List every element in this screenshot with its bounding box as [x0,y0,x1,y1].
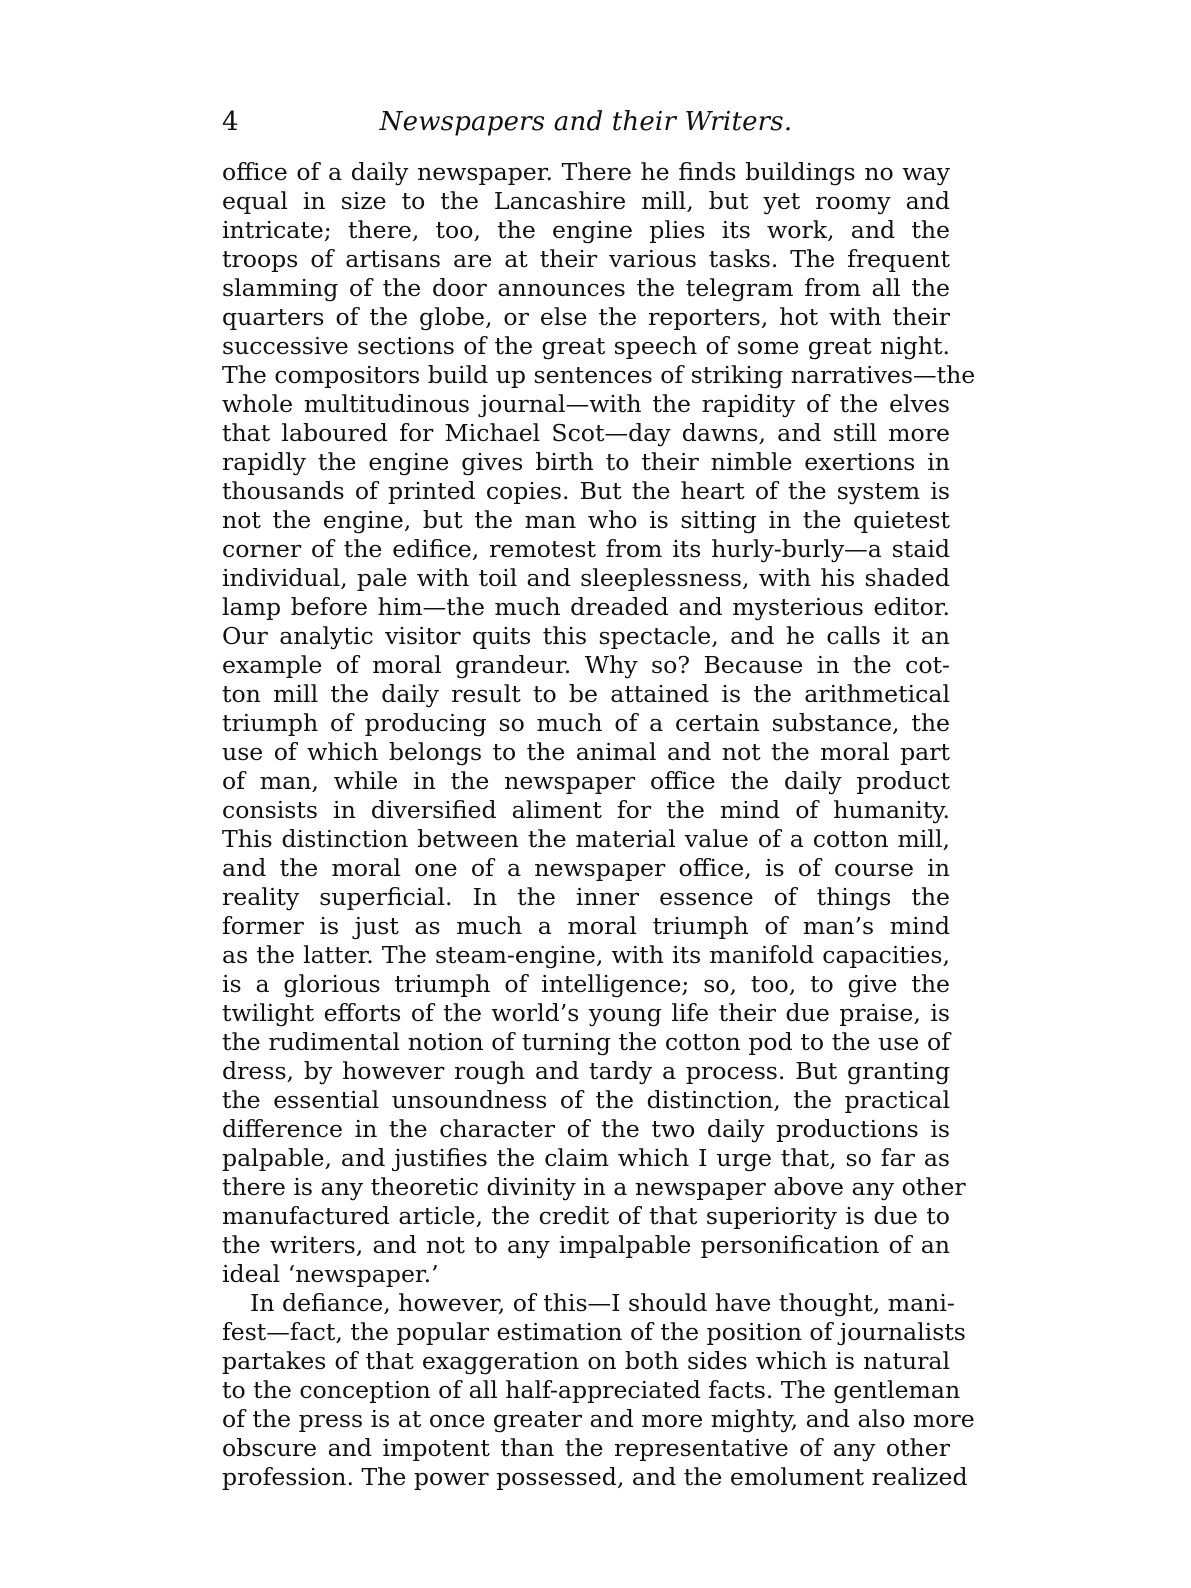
text-line: not the engine, but the man who is sitting in the quietest [222,506,950,534]
text-line: slamming of the door announces the telegram from all the [222,274,950,302]
body-text [222,158,976,1492]
text-line: dress, by however rough and tardy a process. But granting [222,1057,950,1085]
text-line: as the latter. The steam-engine, with its manifold capacities, [222,941,950,969]
text-line: there is any theoretic divinity in a newspaper above any other [222,1173,966,1201]
text-line: the writers, and not to any impalpable personification of an [222,1231,950,1259]
text-line: and the moral one of a newspaper office, is of course in [222,854,950,882]
text-line: obscure and impotent than the representative of any other [222,1434,950,1462]
text-line: troops of artisans are at their various tasks. The frequent [222,245,950,273]
text-line: that laboured for Michael Scot—day dawns, and still more [222,419,950,447]
page-number: 4 [222,107,239,137]
text-line: of man, while in the newspaper office the daily product [222,767,950,795]
text-line: use of which belongs to the animal and not the moral part [222,738,950,766]
text-line: profession. The power possessed, and the emolument realized [222,1463,968,1491]
paragraph-start-line: In defiance, however, of this—I should have thought, mani- [250,1289,955,1317]
text-line: the essential unsoundness of the distinction, the practical [222,1086,950,1114]
text-line: corner of the edifice, remotest from its hurly-burly—a staid [222,535,950,563]
text-line: This distinction between the material value of a cotton mill, [222,825,950,853]
running-header [222,104,950,140]
text-line: to the conception of all half-appreciated facts. The gentleman [222,1376,961,1404]
text-line: triumph of producing so much of a certain substance, the [222,709,950,737]
text-line: difference in the character of the two daily productions is [222,1115,950,1143]
text-line: The compositors build up sentences of striking narratives—the [222,361,976,389]
text-line: lamp before him—the much dreaded and mysterious editor. [222,593,950,621]
text-line: quarters of the globe, or else the reporters, hot with their [222,303,950,331]
text-line: Our analytic visitor quits this spectacle, and he calls it an [222,622,950,650]
text-line: successive sections of the great speech of some great night. [222,332,950,360]
text-line: equal in size to the Lancashire mill, but yet roomy and [222,187,950,215]
text-line: consists in diversified aliment for the mind of humanity. [222,796,950,824]
text-line: ton mill the daily result to be attained is the arithmetical [222,680,950,708]
text-line: example of moral grandeur. Why so? Because in the cot- [222,651,950,679]
text-line: office of a daily newspaper. There he finds buildings no way [222,158,950,186]
paragraph-end-line: ideal ‘newspaper.’ [222,1260,439,1288]
text-line: intricate; there, too, the engine plies its work, and the [222,216,950,244]
text-line: thousands of printed copies. But the heart of the system is [222,477,950,505]
running-title: Newspapers and their Writers. [379,107,793,137]
text-line: fest—fact, the popular estimation of the position of journalists [222,1318,966,1346]
text-line: manufactured article, the credit of that superiority is due to [222,1202,950,1230]
text-line: the rudimental notion of turning the cotton pod to the use of [222,1028,950,1056]
text-line: is a glorious triumph of intelligence; so, too, to give the [222,970,950,998]
text-line: individual, pale with toil and sleeplessness, with his shaded [222,564,950,592]
text-line: former is just as much a moral triumph of man’s mind [222,912,950,940]
text-line: of the press is at once greater and more mighty, and also more [222,1405,975,1433]
text-line: rapidly the engine gives birth to their nimble exertions in [222,448,950,476]
text-line: reality superficial. In the inner essence of things the [222,883,950,911]
text-line: whole multitudinous journal—with the rapidity of the elves [222,390,950,418]
text-line: palpable, and justifies the claim which I urge that, so far as [222,1144,950,1172]
text-line: partakes of that exaggeration on both sides which is natural [222,1347,950,1375]
text-line: twilight efforts of the world’s young life their due praise, is [222,999,950,1027]
